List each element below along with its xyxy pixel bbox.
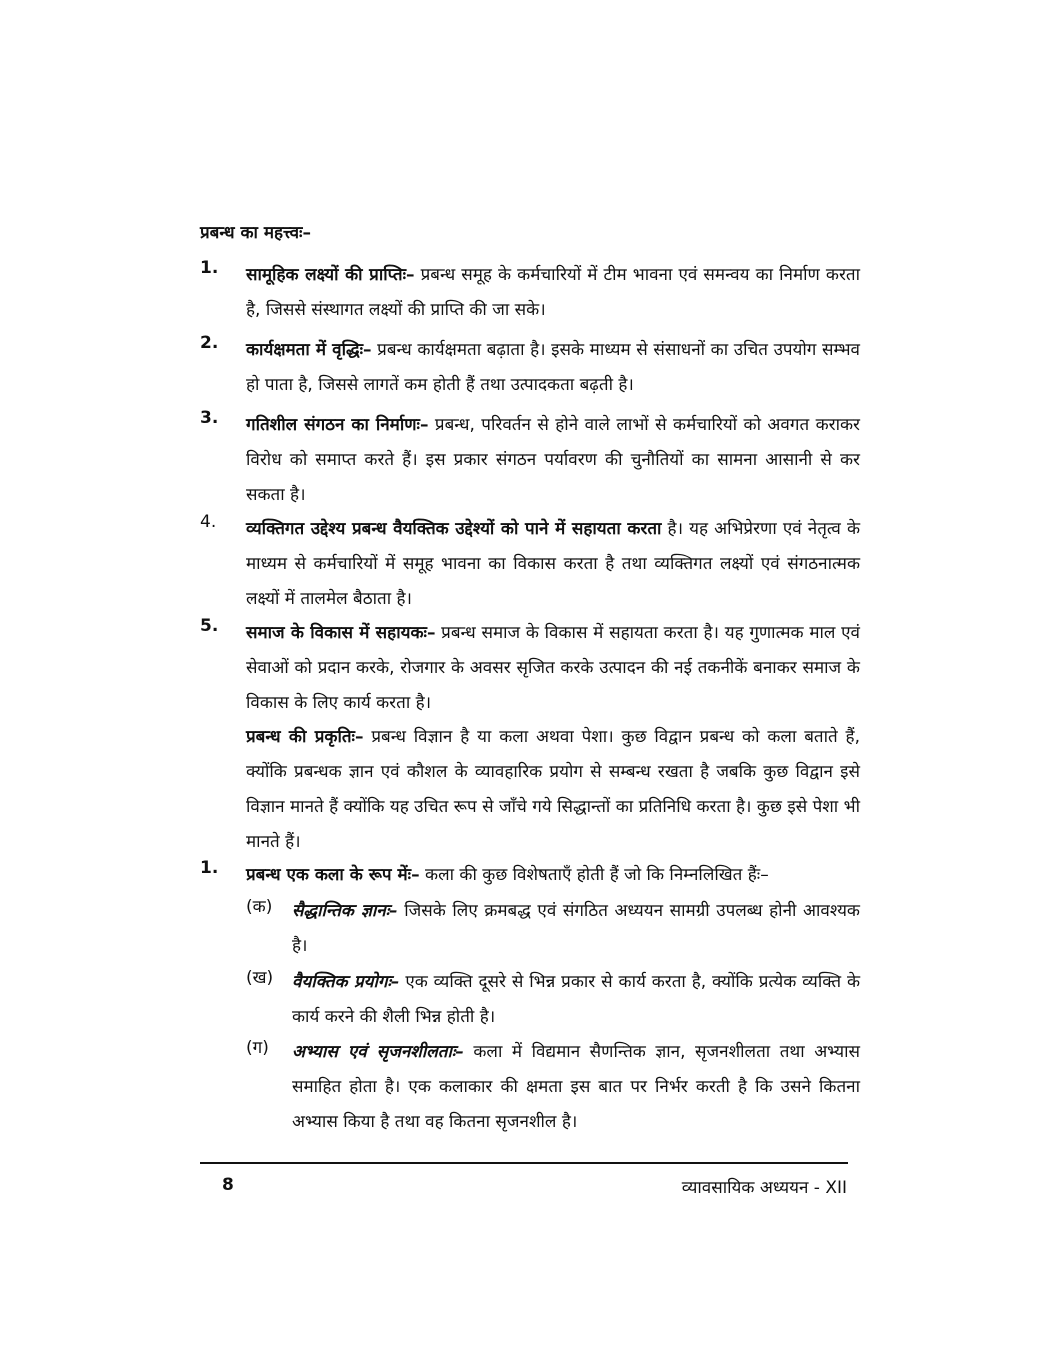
sub-item-text bbox=[292, 1035, 860, 1140]
item-title: गतिशील संगठन का निर्माणः– bbox=[246, 415, 429, 435]
section-heading: प्रबन्ध का महत्त्वः– bbox=[200, 223, 311, 243]
sub-item-letter: (ख) bbox=[246, 968, 274, 988]
item-title: समाज के विकास में सहायकः– bbox=[246, 623, 436, 643]
item-text bbox=[246, 616, 860, 721]
page-number: 8 bbox=[222, 1175, 234, 1195]
nature-text: प्रबन्ध विज्ञान है या कला अथवा पेशा। कुछ विद्वान प्रबन्ध को कला बताते हैं, क्योंकि प्रबन्धक ज्ञान एवं कौशल के व्यावहारिक प्रयोग से सम्बन्ध रखता है जबकि कुछ विद्वान इसे विज्ञान मानते हैं क्योंकि यह उचित रूप से जाँचे गये सिद्धान्तों का प्रतिनिधि करता है। कुछ इसे पेशा भी मानते हैं। bbox=[246, 727, 860, 852]
item-text bbox=[246, 858, 860, 893]
item-number: 1. bbox=[200, 258, 219, 278]
sub-item-description: जिसके लिए क्रमबद्ध एवं संगठित अध्ययन सामग्री उपलब्ध होनी आवश्यक है। bbox=[292, 901, 860, 956]
item-title: सामूहिक लक्ष्यों की प्राप्तिः– bbox=[246, 265, 415, 285]
item-description: प्रबन्ध समाज के विकास में सहायता करता है। यह गुणात्मक माल एवं सेवाओं को प्रदान करके, रोजगार के अवसर सृजित करके उत्पादन की नई तकनीकें बनाकर समाज के विकास के लिए कार्य करता है। bbox=[246, 623, 860, 713]
item-title: प्रबन्ध एक कला के रूप मेंः– bbox=[246, 865, 420, 885]
item-number: 2. bbox=[200, 333, 219, 353]
item-description: कला की कुछ विशेषताएँ होती हैं जो कि निम्नलिखित हैंः– bbox=[419, 865, 769, 885]
footer-divider bbox=[200, 1162, 848, 1164]
item-description: है। यह अभिप्रेरणा एवं नेतृत्व के माध्यम से कर्मचारियों में समूह भावना का विकास करता है तथा व्यक्तिगत लक्ष्यों एवं संगठनात्मक लक्ष्यों में तालमेल बैठाता है। bbox=[246, 519, 860, 609]
book-title: व्यावसायिक अध्ययन - XII bbox=[681, 1178, 847, 1198]
item-text bbox=[246, 512, 860, 617]
item-number: 4. bbox=[200, 512, 217, 532]
item-title: कार्यक्षमता में वृद्धिः– bbox=[246, 340, 372, 360]
item-number: 5. bbox=[200, 616, 219, 636]
sub-item-description: कला में विद्यमान सैणन्तिक ज्ञान, सृजनशीलता तथा अभ्यास समाहित होता है। एक कलाकार की क्षमता इस बात पर निर्भर करती है कि उसने कितना अभ्यास किया है तथा वह कितना सृजनशील है। bbox=[292, 1042, 861, 1132]
item-number: 3. bbox=[200, 408, 219, 428]
sub-item-description: एक व्यक्ति दूसरे से भिन्न प्रकार से कार्य करता है, क्योंकि प्रत्येक व्यक्ति के कार्य करने की शैली भिन्न होती है। bbox=[292, 972, 861, 1027]
item-text bbox=[246, 258, 860, 328]
sub-item-title: अभ्यास एवं सृजनशीलताः– bbox=[292, 1042, 464, 1062]
sub-item-text bbox=[292, 965, 860, 1035]
item-text bbox=[246, 408, 860, 513]
sub-item-title: वैयक्तिक प्रयोगः– bbox=[292, 972, 400, 992]
item-description: प्रबन्ध समूह के कर्मचारियों में टीम भावना एवं समन्वय का निर्माण करता है, जिससे संस्थागत लक्ष्यों की प्राप्ति की जा सके। bbox=[246, 265, 860, 320]
sub-item-letter: (क) bbox=[246, 897, 273, 917]
item-description: प्रबन्ध कार्यक्षमता बढ़ाता है। इसके माध्यम से संसाधनों का उचित उपयोग सम्भव हो पाता है, जिससे लागतें कम होती हैं तथा उत्पादकता बढ़ती है। bbox=[246, 340, 860, 395]
sub-item-letter: (ग) bbox=[246, 1038, 269, 1058]
sub-item-title: सैद्धान्तिक ज्ञानः– bbox=[292, 901, 398, 921]
item-text bbox=[246, 333, 860, 403]
nature-paragraph bbox=[246, 720, 860, 860]
nature-title: प्रबन्ध की प्रकृतिः– bbox=[246, 727, 364, 747]
item-description: प्रबन्ध, परिवर्तन से होने वाले लाभों से कर्मचारियों को अवगत कराकर विरोध को समाप्त करते हैं। इस प्रकार संगठन पर्यावरण की चुनौतियों का सामना आसानी से कर सकता है। bbox=[246, 415, 860, 505]
item-title: व्यक्तिगत उद्देश्य प्रबन्ध वैयक्तिक उद्देश्यों को पाने में सहायता करता bbox=[246, 519, 662, 539]
item-number: 1. bbox=[200, 858, 219, 878]
sub-item-text bbox=[292, 894, 860, 964]
